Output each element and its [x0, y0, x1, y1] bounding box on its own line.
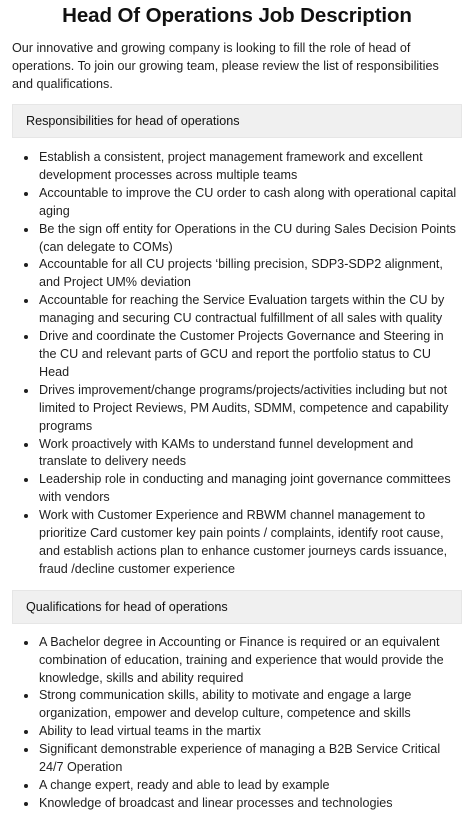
list-item: Drives improvement/change programs/projects/activities including but not limited to Project Reviews, PM Audits, SDMM, competence and capability programs: [39, 382, 462, 436]
list-item: Ability to lead virtual teams in the martix: [39, 723, 462, 741]
list-item: A change expert, ready and able to lead by example: [39, 777, 462, 795]
list-item: Significant demonstrable experience of managing a B2B Service Critical 24/7 Operation: [39, 741, 462, 777]
list-item: A Bachelor degree in Accounting or Finance is required or an equivalent combination of education, training and experience that would provide the knowledge, skills and ability required: [39, 634, 462, 688]
page-title: Head Of Operations Job Description: [62, 4, 412, 27]
list-item: Be the sign off entity for Operations in the CU during Sales Decision Points (can delegate to COMs): [39, 221, 462, 257]
list-item: Knowledge of broadcast and linear processes and technologies: [39, 795, 462, 813]
list-item: Establish a consistent, project management framework and excellent development processes across multiple teams: [39, 149, 462, 185]
qualifications-list: [12, 634, 462, 813]
responsibilities-heading: Responsibilities for head of operations: [12, 104, 462, 138]
list-item: Accountable for reaching the Service Evaluation targets within the CU by managing and securing CU contractual fulfillment of all sales with quality: [39, 292, 462, 328]
responsibilities-list: [12, 149, 462, 579]
list-item: Leadership role in conducting and managing joint governance committees with vendors: [39, 471, 462, 507]
list-item: Work with Customer Experience and RBWM channel management to prioritize Card customer key pain points / complaints, identify root cause, and establish actions plan to enhance customer journeys cards issuance, fraud /decline customer experience: [39, 507, 462, 579]
list-item: Accountable for all CU projects ‘billing precision, SDP3-SDP2 alignment, and Project UM% deviation: [39, 256, 462, 292]
list-item: Work proactively with KAMs to understand funnel development and translate to delivery needs: [39, 436, 462, 472]
qualifications-heading: Qualifications for head of operations: [12, 590, 462, 624]
intro-paragraph: Our innovative and growing company is looking to fill the role of head of operations. To join our growing team, please review the list of responsibilities and qualifications.: [12, 41, 439, 91]
list-item: Accountable to improve the CU order to cash along with operational capital aging: [39, 185, 462, 221]
list-item: Strong communication skills, ability to motivate and engage a large organization, empower and develop culture, competence and skills: [39, 687, 462, 723]
list-item: Drive and coordinate the Customer Projects Governance and Steering in the CU and relevant parts of GCU and report the portfolio status to CU Head: [39, 328, 462, 382]
